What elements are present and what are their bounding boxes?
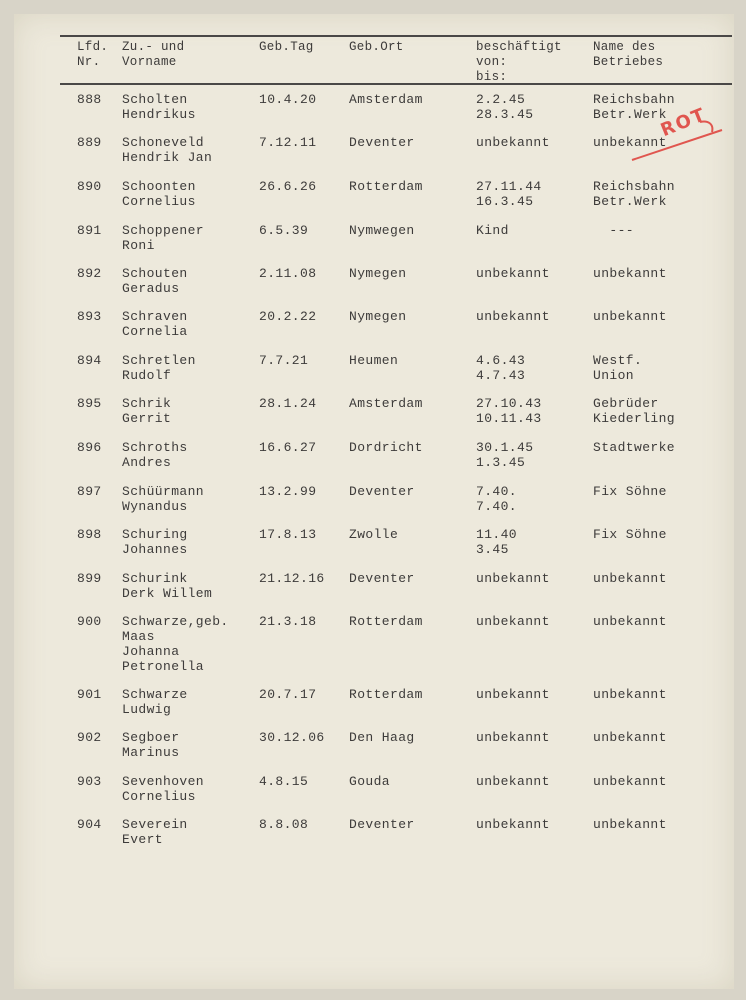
header-birth-place: Geb.Ort [349, 40, 404, 54]
row-birth-date: 16.6.27 [259, 440, 317, 455]
row-firm: unbekannt [593, 730, 667, 745]
row-birth-place: Rotterdam [349, 179, 423, 194]
row-birth-date: 7.12.11 [259, 135, 317, 150]
row-nr: 899 [77, 571, 102, 586]
row-name: Schwarze Ludwig [122, 687, 188, 717]
row-name: Schouten Geradus [122, 266, 188, 296]
row-employed: 30.1.45 1.3.45 [476, 440, 534, 470]
row-firm: unbekannt [593, 817, 667, 832]
row-birth-date: 20.7.17 [259, 687, 317, 702]
row-employed: unbekannt [476, 730, 550, 745]
row-firm: Reichsbahn Betr.Werk [593, 179, 676, 209]
row-nr: 903 [77, 774, 102, 789]
row-firm: unbekannt [593, 571, 667, 586]
row-name: Schoppener Roni [122, 223, 205, 253]
row-birth-place: Den Haag [349, 730, 415, 745]
row-birth-date: 26.6.26 [259, 179, 317, 194]
row-name: Scholten Hendrikus [122, 92, 196, 122]
header-birth-date: Geb.Tag [259, 40, 314, 54]
row-employed: 7.40. 7.40. [476, 484, 518, 514]
row-name: Schraven Cornelia [122, 309, 188, 339]
row-employed: 2.2.45 28.3.45 [476, 92, 534, 122]
row-nr: 898 [77, 527, 102, 542]
row-employed: unbekannt [476, 774, 550, 789]
row-birth-date: 6.5.39 [259, 223, 309, 238]
row-firm: unbekannt [593, 135, 667, 150]
row-employed: 27.11.44 16.3.45 [476, 179, 542, 209]
row-birth-place: Deventer [349, 817, 415, 832]
row-employed: unbekannt [476, 135, 550, 150]
row-birth-date: 13.2.99 [259, 484, 317, 499]
row-birth-place: Gouda [349, 774, 391, 789]
row-nr: 891 [77, 223, 102, 238]
row-firm: Fix Söhne [593, 484, 667, 499]
red-handwritten-mark [622, 103, 732, 167]
row-name: Schwarze,geb. Maas Johanna Petronella [122, 614, 229, 674]
row-birth-place: Rotterdam [349, 687, 423, 702]
row-employed: unbekannt [476, 309, 550, 324]
row-firm: Fix Söhne [593, 527, 667, 542]
row-name: Schurink Derk Willem [122, 571, 213, 601]
row-name: Severein Evert [122, 817, 188, 847]
row-firm: Stadtwerke [593, 440, 676, 455]
row-nr: 902 [77, 730, 102, 745]
header-bottom-rule [60, 83, 732, 85]
row-birth-place: Nymwegen [349, 223, 415, 238]
row-firm: unbekannt [593, 309, 667, 324]
row-birth-place: Rotterdam [349, 614, 423, 629]
row-birth-place: Amsterdam [349, 396, 423, 411]
row-birth-place: Dordricht [349, 440, 423, 455]
row-birth-place: Amsterdam [349, 92, 423, 107]
row-birth-date: 8.8.08 [259, 817, 309, 832]
row-birth-date: 2.11.08 [259, 266, 317, 281]
row-firm: unbekannt [593, 774, 667, 789]
row-firm: unbekannt [593, 614, 667, 629]
row-birth-date: 21.12.16 [259, 571, 325, 586]
header-nr: Lfd. Nr. [77, 40, 109, 69]
row-firm: unbekannt [593, 687, 667, 702]
row-nr: 895 [77, 396, 102, 411]
row-name: Schuring Johannes [122, 527, 188, 557]
row-nr: 889 [77, 135, 102, 150]
row-employed: 27.10.43 10.11.43 [476, 396, 542, 426]
row-nr: 894 [77, 353, 102, 368]
row-nr: 890 [77, 179, 102, 194]
row-employed: unbekannt [476, 571, 550, 586]
row-birth-date: 17.8.13 [259, 527, 317, 542]
row-nr: 900 [77, 614, 102, 629]
row-birth-place: Heumen [349, 353, 399, 368]
row-name: Schüürmann Wynandus [122, 484, 205, 514]
row-name: Schoonten Cornelius [122, 179, 196, 209]
row-birth-place: Zwolle [349, 527, 399, 542]
row-birth-date: 30.12.06 [259, 730, 325, 745]
row-employed: Kind [476, 223, 509, 238]
row-nr: 892 [77, 266, 102, 281]
row-name: Schoneveld Hendrik Jan [122, 135, 213, 165]
row-nr: 893 [77, 309, 102, 324]
row-employed: 4.6.43 4.7.43 [476, 353, 526, 383]
row-name: Schroths Andres [122, 440, 188, 470]
row-nr: 888 [77, 92, 102, 107]
row-birth-date: 20.2.22 [259, 309, 317, 324]
row-employed: 11.40 3.45 [476, 527, 518, 557]
row-birth-place: Deventer [349, 135, 415, 150]
row-nr: 896 [77, 440, 102, 455]
row-nr: 901 [77, 687, 102, 702]
row-employed: unbekannt [476, 266, 550, 281]
header-employed: beschäftigt von: bis: [476, 40, 562, 84]
row-birth-date: 21.3.18 [259, 614, 317, 629]
row-firm: unbekannt [593, 266, 667, 281]
row-firm: Reichsbahn Betr.Werk [593, 92, 676, 122]
row-employed: unbekannt [476, 687, 550, 702]
header-top-rule [60, 35, 732, 37]
row-name: Sevenhoven Cornelius [122, 774, 205, 804]
header-name: Zu.- und Vorname [122, 40, 185, 69]
row-birth-date: 7.7.21 [259, 353, 309, 368]
row-firm: Gebrüder Kiederling [593, 396, 676, 426]
row-name: Segboer Marinus [122, 730, 180, 760]
row-birth-place: Nymegen [349, 309, 407, 324]
row-birth-place: Deventer [349, 571, 415, 586]
row-nr: 904 [77, 817, 102, 832]
row-birth-date: 10.4.20 [259, 92, 317, 107]
row-birth-place: Deventer [349, 484, 415, 499]
row-birth-date: 4.8.15 [259, 774, 309, 789]
row-employed: unbekannt [476, 614, 550, 629]
red-annotation-text: ROT [657, 103, 710, 142]
row-birth-date: 28.1.24 [259, 396, 317, 411]
row-firm: Westf. Union [593, 353, 643, 383]
row-name: Schrik Gerrit [122, 396, 172, 426]
row-birth-place: Nymegen [349, 266, 407, 281]
row-firm: --- [593, 223, 635, 238]
row-name: Schretlen Rudolf [122, 353, 196, 383]
row-nr: 897 [77, 484, 102, 499]
row-employed: unbekannt [476, 817, 550, 832]
header-firm: Name des Betriebes [593, 40, 664, 69]
